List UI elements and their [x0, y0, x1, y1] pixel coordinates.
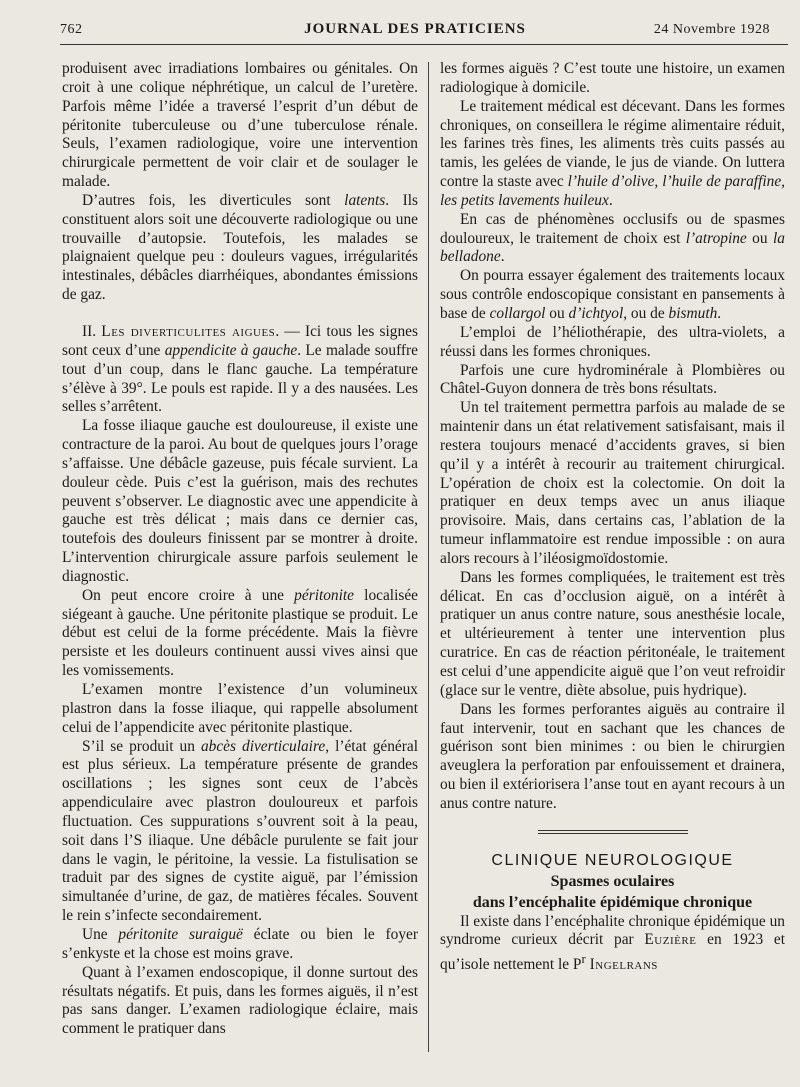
author-name: Ingelrans	[589, 956, 658, 974]
right-column	[440, 60, 785, 975]
article-title: Spasmes oculaires	[550, 872, 675, 890]
paragraph: D’autres fois, les diverticules sont latents. Ils constituent alors soit une découverte radiologique ou une trouvaille d’autopsie. Toutefois, les malades se plaignaient quelque peu : douleurs vagues, irrégularités intestinales, débâcles diarrhéiques, abondantes émissions de gaz.	[62, 191, 418, 304]
paragraph: produisent avec irradiations lombaires ou génitales. On croit à une colique néphrétique, un calcul de l’uretère. Parfois même l’idée a traversé l’esprit d’un début de péritonite tuberculeuse ou d’une tuberculose rénale. Seuls, l’examen radiologique, voire une intervention chirurgicale permettent de voir clair et de soulager le malade.	[62, 60, 418, 191]
paragraph: les formes aiguës ? C’est toute une histoire, un examen radiologique à domicile.	[440, 60, 785, 96]
paragraph: Parfois une cure hydrominérale à Plombières ou Châtel-Guyon donnera de très bons résultats.	[440, 361, 785, 398]
paragraph: Le traitement médical est décevant. Dans les formes chroniques, on conseillera le régime alimentaire réduit, les farines très fines, les aliments très cuits passés au tamis, les gelées de viande, le jus de viande. On luttera contre la staste avec l’huile d’olive, l’huile de paraffine, les petits lavements huileux.	[440, 97, 785, 209]
paragraph: Dans les formes perforantes aiguës au contraire il faut intervenir, tout en sachant que les chances de guérison sont bien minimes : ou bien le chirurgien aveuglera la perforation par enfouissement et drainera, ou bien il extériorisera l’anse tout en ayant recours à un anus contre nature.	[440, 700, 785, 812]
paragraph: Une péritonite suraiguë éclate ou bien le foyer s’enkyste et la chose est moins grave.	[62, 925, 418, 962]
journal-title: JOURNAL DES PRATICIENS	[304, 21, 526, 37]
paragraph: L’emploi de l’héliothérapie, des ultra-violets, a réussi dans les formes chroniques.	[440, 323, 785, 360]
author-name: Euzière	[644, 931, 697, 949]
paragraph: Un tel traitement permettra parfois au malade de se maintenir dans un état relativement satisfaisant, mais il restera toujours menacé d’accidents graves, si bien qu’il y a intérêt à recourir au traitement chirurgical. L’opération de choix est la colectomie. On doit la pratiquer en deux temps avec un anus iliaque provisoire. Mais, dans certains cas, l’ablation de la tumeur inflammatoire est rendue impossible : on aura alors recours à l’iléosigmoïdostomie.	[440, 399, 785, 567]
issue-date: 24 Novembre 1928	[653, 22, 770, 37]
spacer	[62, 305, 418, 323]
paragraph: Il existe dans l’encéphalite chronique épidémique un syndrome curieux décrit par Euzière en 1923 et qu’isole nettement le $P^r$ Ingelrans	[440, 912, 785, 974]
paragraph: La fosse iliaque gauche est douloureuse, il existe une contracture de la paroi. Au bout de quelques jours l’orage s’affaisse. Une débâcle gazeuse, puis fécale survient. La douleur cède. Puis c’est la guérison, mais des rechutes peuvent s’observer. Le diagnostic avec une appendicite à gauche est très délicat ; mais dans ce dernier cas, toutefois des douleurs finissent par se montrer à droite. L’intervention chirurgicale assure parfois seulement le diagnostic.	[62, 417, 418, 585]
section-paragraph: II. Les diverticulites aigues. — Ici tous les signes sont ceux d’une appendicite à gauche. Le malade souffre tout d’un coup, dans le flanc gauche. La température s’élève à 39°. Le pouls est rapide. Il y a des nausées. Les selles s’arrêtent.	[62, 322, 419, 416]
page-header	[60, 18, 770, 42]
paragraph: On peut encore croire à une péritonite localisée siégeant à gauche. Une péritonite plastique se produit. Le début est celui de la forme précédente. Mais la fièvre persiste et les douleurs continuent aussi vives ainsi que les vomissements.	[62, 586, 419, 680]
paragraph: S’il se produit un abcès diverticulaire, l’état général est plus sérieux. La température présente de grandes oscillations ; les signes sont ceux de l’abcès appendiculaire avec plastron douloureux et parfois fluctuation. Ces suppurations s’ouvrent soit à la peau, soit dans l’S iliaque. Une débâcle purulente se fait jour dans le vagin, le péritoine, la vessie. La fistulisation se traduit par des signes de cystite aiguë, par l’émission simultanée d’urine, de gaz, de matières fécales. Souvent le rein s’infecte secondairement.	[62, 737, 418, 925]
page-number: 762	[60, 22, 83, 37]
paragraph: L’examen montre l’existence d’un volumineux plastron dans la fosse iliaque, qui rappelle absolument celui de l’appendicite avec péritonite plastique.	[62, 681, 418, 736]
left-column	[62, 60, 418, 1039]
paragraph: Quant à l’examen endoscopique, il donne surtout des résultats négatifs. Et puis, dans les formes aiguës, il n’est pas sans danger. L’examen radiologique éclaire, mais comment le pratiquer dans	[62, 963, 418, 1038]
paragraph: Dans les formes compliquées, le traitement est très délicat. En cas d’occlusion aiguë, on a intérêt à pratiquer un anus contre nature, sous anesthésie locale, et ultérieurement à tenter une intervention plus curatrice. En cas de réaction péritonéale, le traitement est celui d’une appendicite aiguë que l’on veut refroidir (glace sur le ventre, diète absolue, puis hydrique).	[440, 568, 785, 699]
section-heading: CLINIQUE NEUROLOGIQUE	[491, 851, 734, 869]
paragraph: En cas de phénomènes occlusifs ou de spasmes douloureux, le traitement de choix est l’atropine ou la belladone.	[440, 210, 785, 266]
header-rule	[60, 44, 788, 45]
paragraph: On pourra essayer également des traitements locaux sous contrôle endoscopique consistant en pansements à base de collargol ou d’ichtyol, ou de bismuth.	[440, 267, 785, 322]
section-rule	[538, 830, 688, 834]
column-divider	[428, 62, 429, 1052]
section-title: Les diverticulites aigues	[101, 322, 276, 340]
article-subtitle: dans l’encéphalite épidémique chronique	[472, 893, 753, 911]
